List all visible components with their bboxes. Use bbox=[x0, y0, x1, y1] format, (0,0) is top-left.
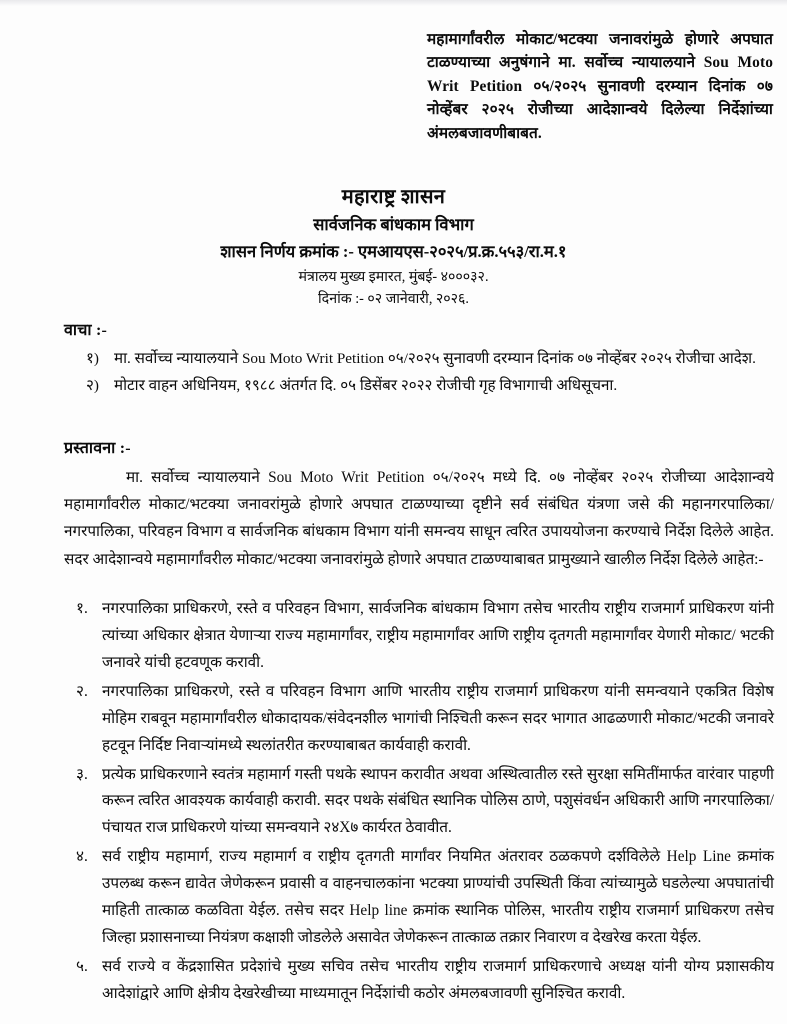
vacha-list bbox=[86, 346, 774, 400]
office-address: मंत्रालय मुख्य इमारत, मुंबई- ४०००३२. bbox=[298, 268, 489, 285]
gr-number: शासन निर्णय क्रमांक :- एमआयएस-२०२५/प्र.क्र.५५३/रा.म.१ bbox=[220, 241, 567, 261]
table-row bbox=[76, 596, 774, 677]
table-row bbox=[76, 679, 774, 760]
preamble-paragraph: मा. सर्वोच्च न्यायालयाने Sou Moto Writ Petition ०५/२०२५ मध्ये दि. ०७ नोव्हेंबर २०२५ रोजीच्या आदेशान्वये महामार्गांवरील मोकाट/भटक्या जनावरांमुळे होणारे अपघात टाळण्याच्या दृष्टीने सर्व संबंधित यंत्रणा जसे की महानगरपालिका/ नगरपालिका, परिवहन विभाग व सार्वजनिक बांधकाम विभाग यांनी समन्वय साधून त्वरित उपाययोजना करण्याचे निर्देश दिलेले आहेत. सदर आदेशान्वये महामार्गांवरील मोकाट/भटक्या जनावरांमुळे होणारे अपघात टाळण्याबाबत प्रामुख्याने खालील निर्देश दिलेले आहेत:- bbox=[64, 469, 774, 568]
list-marker: २) bbox=[86, 377, 99, 395]
list-marker: २. bbox=[76, 682, 88, 700]
vacha-heading: वाचा :- bbox=[64, 322, 108, 339]
list-marker: १) bbox=[86, 350, 99, 367]
table-row bbox=[76, 954, 774, 1008]
list-item bbox=[86, 346, 774, 372]
list-text: मोटार वाहन अधिनियम, १९८८ अंतर्गत दि. ०५ डिसेंबर २०२२ रोजीची गृह विभागाची अधिसूचना. bbox=[114, 377, 618, 395]
list-text: प्रत्येक प्राधिकरणाने स्वतंत्र महामार्ग गस्ती पथके स्थापन करावीत अथवा अस्थित्वातील रस्ते सुरक्षा समितींमार्फत वारंवार पाहणी करून त्वरित आवश्यक कार्यवाही करावी. सदर पथके संबंधित स्थानिक पोलिस ठाणे, पशुसंवर्धन अधिकारी आणि नगरपालिका/ पंचायत राज प्राधिकरणे यांच्या समन्वयाने २४X७ कार्यरत ठेवावीत. bbox=[102, 765, 774, 837]
list-text: नगरपालिका प्राधिकरणे, रस्ते व परिवहन विभाग, सार्वजनिक बांधकाम विभाग तसेच भारतीय राष्ट्रीय राजमार्ग प्राधिकरण यांनी त्यांच्या अधिकार क्षेत्रात येणाऱ्या राज्य महामार्गांवर, राष्ट्रीय महामार्गांवर आणि राष्ट्रीय दृतगती महामार्गांवर येणारी मोकाट/ भटकी जनावरे यांची हटवणूक करावी. bbox=[102, 600, 774, 671]
list-text: सर्व राष्ट्रीय महामार्ग, राज्य महामार्ग व राष्ट्रीय दृतगती मार्गांवर नियमित अंतरावर ठळकपणे दर्शविलेले Help Line क्रमांक उपलब्ध करून द्यावेत जेणेकरून प्रवासी व वाहनचालकांना भटक्या प्राण्यांची उपस्थिती किंवा त्यांच्यामुळे घडलेल्या अपघातांची माहिती तात्काळ कळविता येईल. तसेच सदर Help line क्रमांक स्थानिक पोलिस, भारतीय राष्ट्रीय राजमार्ग प्राधिकरण तसेच जिल्हा प्रशासनाच्या नियंत्रण कक्षाशी जोडलेले असावेत जेणेकरून तात्काळ तक्रार निवारण व देखरेख करता येईल. bbox=[102, 848, 774, 947]
list-text: मा. सर्वोच्च न्यायालयाने Sou Moto Writ Petition ०५/२०२५ सुनावणी दरम्यान दिनांक ०७ नोव्हेंबर २०२५ रोजीचा आदेश. bbox=[114, 350, 756, 367]
table-row bbox=[76, 762, 774, 843]
department-name: सार्वजनिक बांधकाम विभाग bbox=[313, 215, 474, 234]
prastavna-heading: प्रस्तावना :- bbox=[64, 440, 131, 457]
directives-list bbox=[76, 596, 774, 1010]
list-marker: ५. bbox=[76, 957, 88, 975]
scan-edge-band bbox=[0, 0, 787, 6]
list-marker: १. bbox=[76, 600, 88, 617]
list-marker: ३. bbox=[76, 765, 88, 783]
list-marker: ४. bbox=[76, 848, 88, 866]
list-text: नगरपालिका प्राधिकरणे, रस्ते व परिवहन विभाग आणि भारतीय राष्ट्रीय राजमार्ग प्राधिकरण यांनी समन्वयाने एकत्रित विशेष मोहिम राबवून महामार्गांवरील धोकादायक/संवेदनशील भागांची निश्चिती करून सदर भागात आढळणारी मोकाट/भटकी जनावरे हटवून निर्दिष्ट निवाऱ्यांमध्ये स्थलांतरीत करण्याबाबत कार्यवाही करावी. bbox=[102, 682, 774, 754]
list-text: सर्व राज्ये व केंद्रशासित प्रदेशांचे मुख्य सचिव तसेच भारतीय राष्ट्रीय राजमार्ग प्राधिकरणाचे अध्यक्ष यांनी योग्य प्रशासकीय आदेशांद्वारे आणि क्षेत्रीय देखरेखीच्या माध्यमातून निर्देशांची कठोर अंमलबजावणी सुनिश्चित करावी. bbox=[102, 957, 774, 1002]
subject-block: महामार्गांवरील मोकाट/भटक्या जनावरांमुळे होणारे अपघात टाळण्याच्या अनुषंगाने मा. सर्वोच्च न्यायालयाने Sou Moto Writ Petition ०५/२०२५ सुनावणी दरम्यान दिनांक ०७ नोव्हेंबर २०२५ रोजीच्या आदेशान्वये दिलेल्या निर्देशांच्या अंमलबजावणीबाबत. bbox=[427, 31, 773, 142]
masthead bbox=[0, 184, 787, 310]
list-item bbox=[86, 373, 774, 399]
table-row bbox=[76, 844, 774, 952]
issue-date: दिनांक :- ०२ जानेवारी, २०२६. bbox=[318, 291, 469, 308]
government-name: महाराष्ट्र शासन bbox=[341, 186, 446, 208]
